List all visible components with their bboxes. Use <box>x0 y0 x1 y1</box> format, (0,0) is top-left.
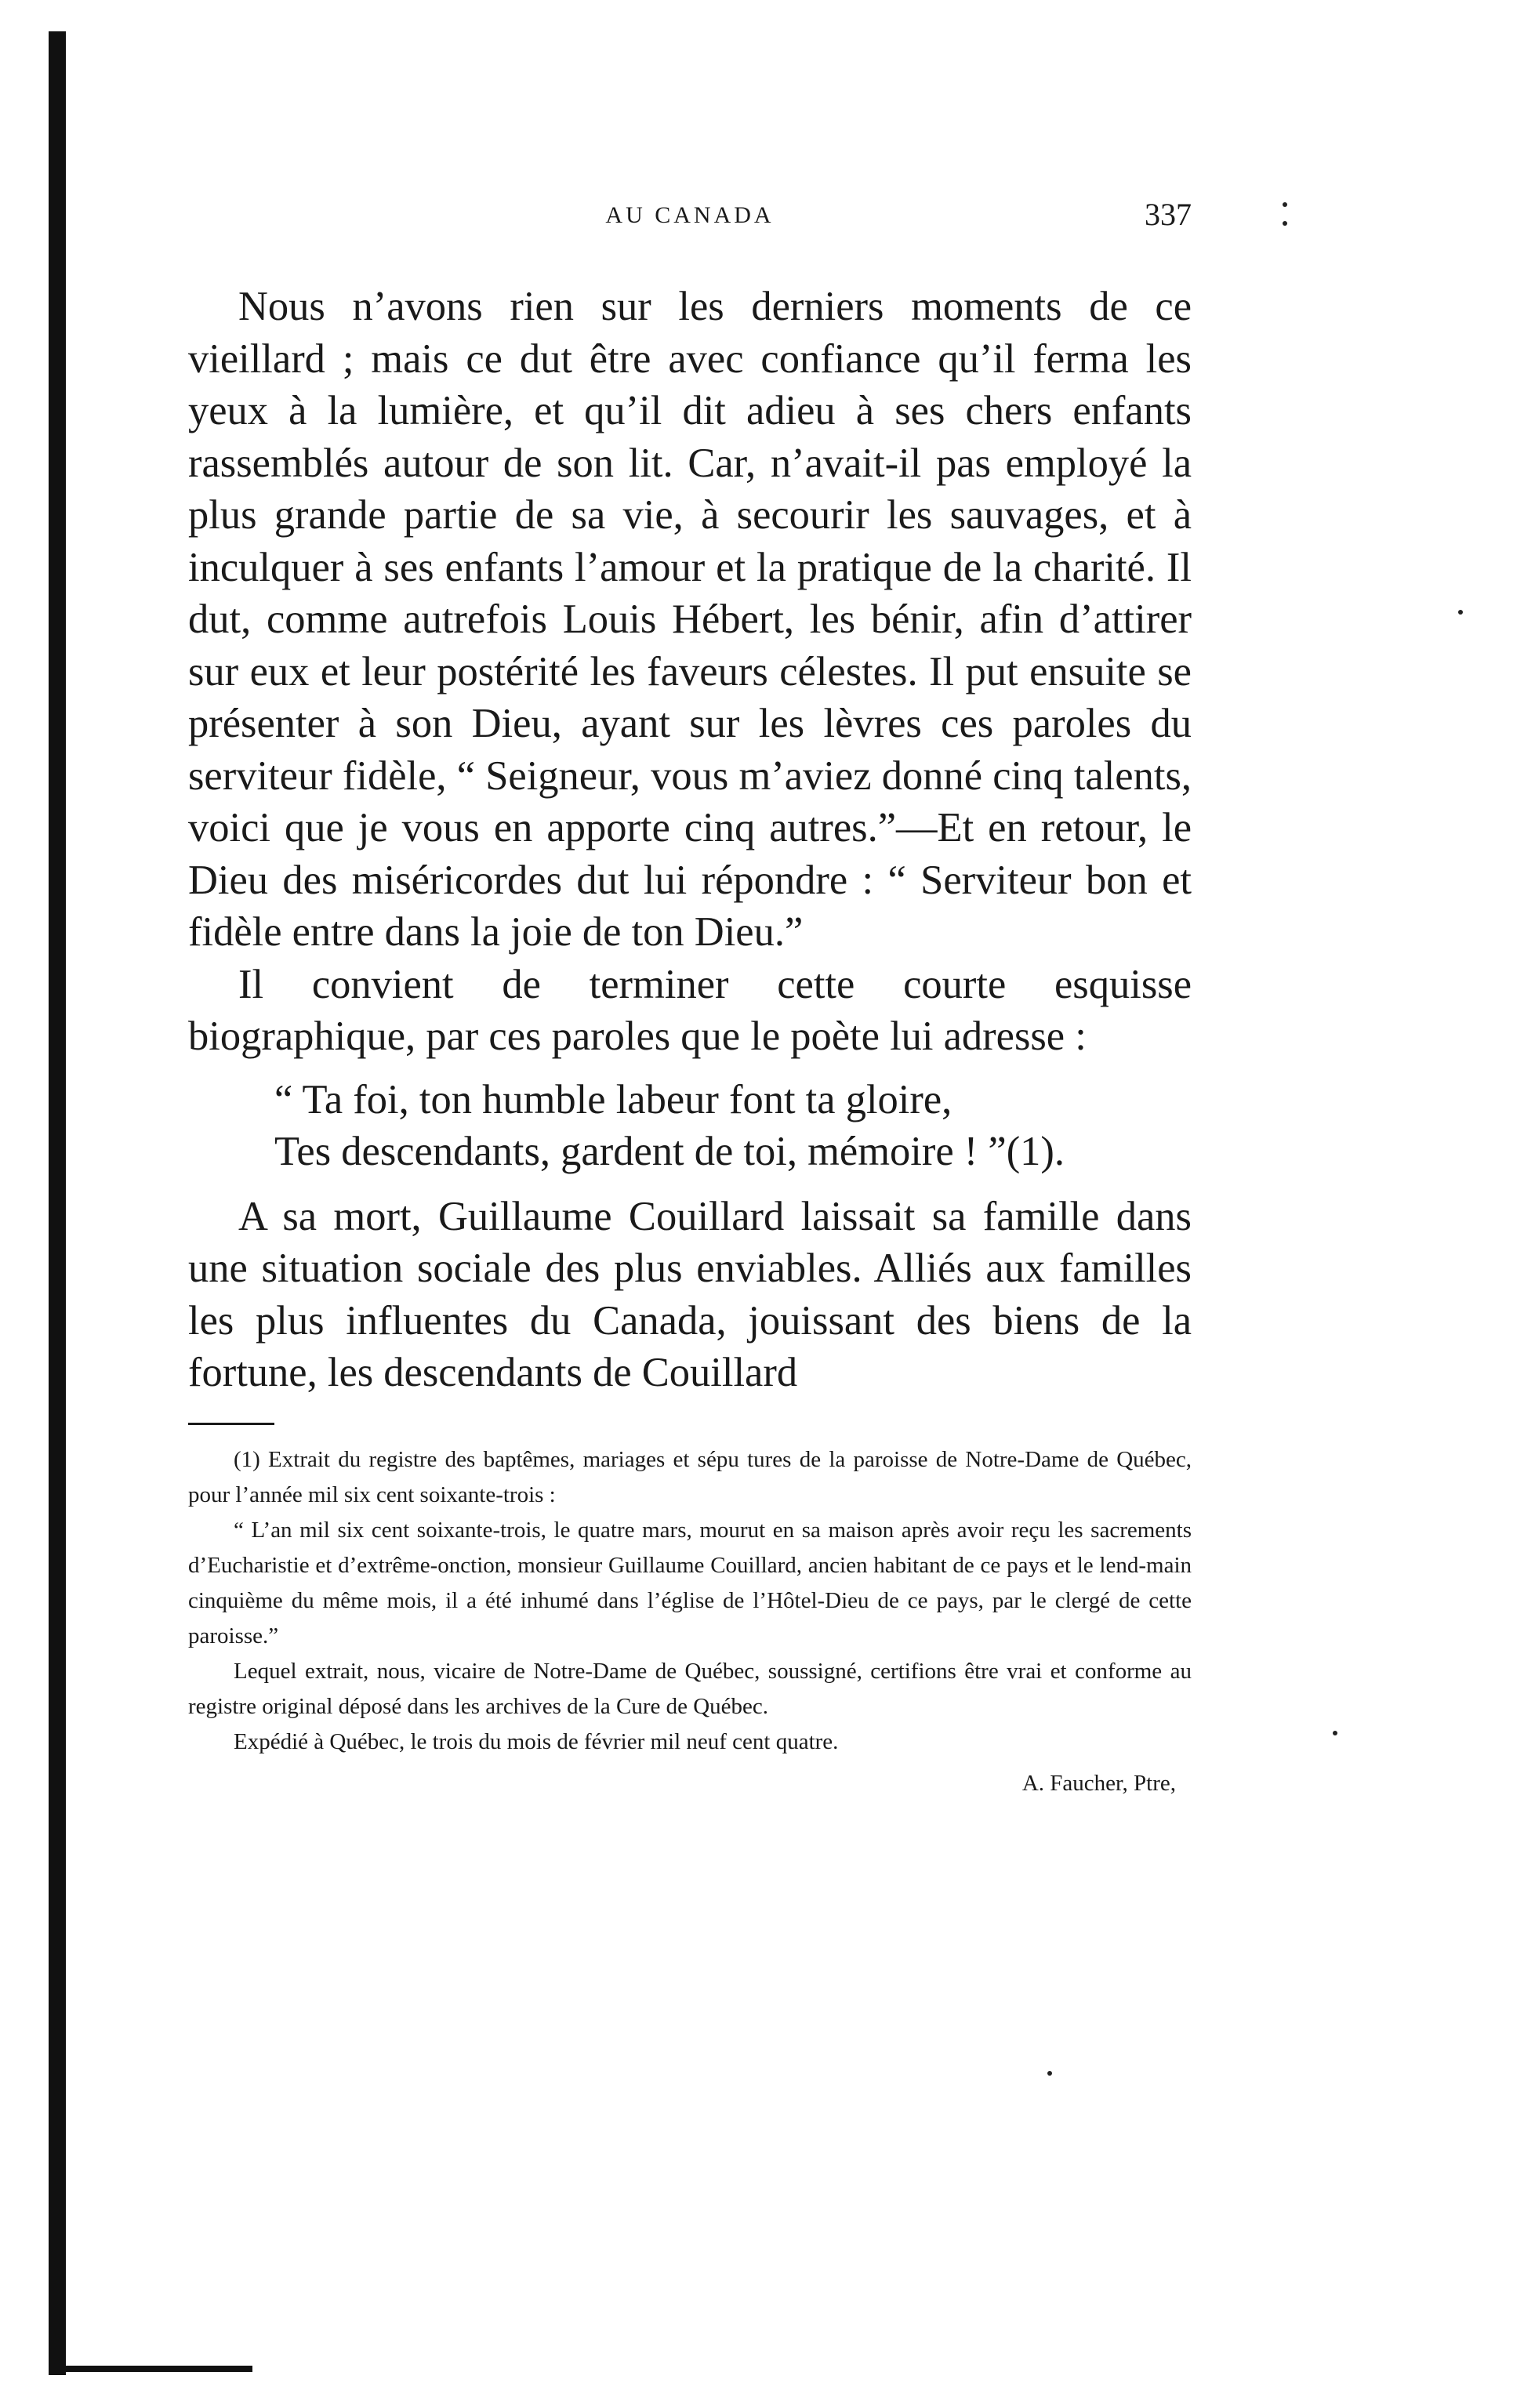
book-page <box>188 196 1192 1801</box>
footnote-line: (1) Extrait du registre des baptêmes, mariages et sépu tures de la paroisse de Notre-Dame de Québec, pour l’année mil six cent soixante-trois : <box>188 1446 1192 1507</box>
paragraph: Nous n’avons rien sur les derniers moments de ce vieillard ; mais ce dut être avec confiance qu’il ferma les yeux à la lumière, et qu’il dit adieu à ses chers enfants rassemblés autour de son lit. Car, n’avait-il pas employé la plus grande partie de sa vie, à secourir les sauvages, et à inculquer à ses enfants l’amour et la pratique de la charité. Il dut, comme autrefois Louis Hébert, les bénir, afin d’attirer sur eux et leur postérité les faveurs célestes. Il put ensuite se présenter à son Dieu, ayant sur les lèvres ces paroles du serviteur fidèle, “ Seigneur, vous m’aviez donné cinq talents, voici que je vous en apporte cinq autres.”—Et en retour, le Dieu des miséricordes dut lui répondre : “ Serviteur bon et fidèle entre dans la joie de ton Dieu.” <box>188 284 1192 955</box>
main-text <box>188 281 1192 1399</box>
scan-speck <box>1047 2071 1052 2076</box>
scan-speck <box>1283 221 1287 226</box>
verse-line: “ Ta foi, ton humble labeur font ta gloire, <box>274 1076 952 1122</box>
footnote-line: “ L’an mil six cent soixante-trois, le quatre mars, mourut en sa maison après avoir reçu les sacrements d’Eucharistie et d’extrême-onction, monsieur Guillaume Couillard, ancien habitant de ce pays et le lend-main cinquième du même mois, il a été inhumé dans l’église de l’Hôtel-Dieu de ce pays, par le clergé de cette paroisse.” <box>188 1517 1192 1648</box>
running-title: AU CANADA <box>605 202 775 228</box>
footnote-line: Lequel extrait, nous, vicaire de Notre-Dame de Québec, soussigné, certifions être vrai et conforme au registre original déposé dans les archives de la Cure de Québec. <box>188 1658 1192 1719</box>
page-number: 337 <box>1145 197 1192 232</box>
scan-speck <box>1283 202 1287 207</box>
footnote <box>188 1442 1192 1801</box>
verse-quote <box>274 1074 1192 1178</box>
verse-line: Tes descendants, gardent de toi, mémoire ! ”(1). <box>274 1129 1065 1174</box>
footnote-signature: A. Faucher, Ptre, <box>1021 1770 1176 1796</box>
running-header <box>188 196 1192 243</box>
scan-speck <box>1458 610 1463 615</box>
paragraph: Il convient de terminer cette courte esquisse biographique, par ces paroles que le poète lui adresse : <box>188 961 1192 1059</box>
page-binding-foot <box>49 2366 252 2372</box>
page-binding-edge <box>49 31 66 2375</box>
paragraph: A sa mort, Guillaume Couillard laissait sa famille dans une situation sociale des plus enviables. Alliés aux familles les plus influentes du Canada, jouissant des biens de la fortune, les descendants de Couillard <box>188 1193 1192 1395</box>
footnote-rule <box>188 1423 274 1425</box>
scan-speck <box>1333 1731 1337 1735</box>
footnote-line: Expédié à Québec, le trois du mois de février mil neuf cent quatre. <box>234 1728 839 1754</box>
